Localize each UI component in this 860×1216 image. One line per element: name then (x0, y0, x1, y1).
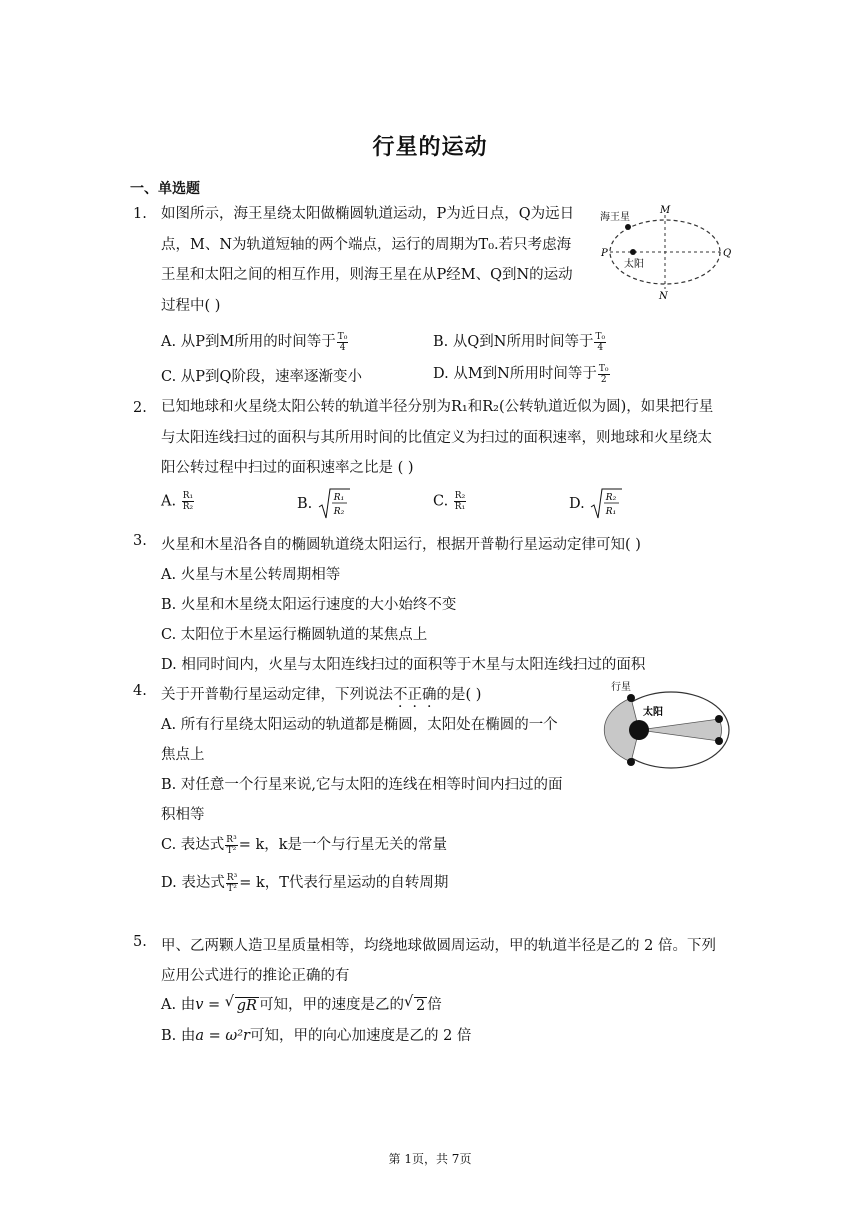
option-text: C. 表达式 (161, 837, 225, 853)
fraction (337, 332, 349, 353)
sqrt: √ gR (224, 993, 257, 1014)
denominator: 2 (600, 374, 607, 385)
planet-dot (627, 758, 635, 766)
fraction (226, 873, 238, 894)
q4-stem-text: 的是( ) (436, 687, 482, 703)
q1-option-b-text: B. 从Q到N所用时间等于 (433, 334, 594, 350)
numerator: T₀ (598, 363, 609, 374)
option-text: 倍 (427, 997, 442, 1013)
numerator: R³ (226, 834, 237, 845)
option-text: D. 表达式 (161, 875, 225, 891)
option-text: 可知，甲的向心加速度是乙的 2 倍 (249, 1028, 472, 1044)
neptune-dot (625, 224, 631, 230)
denominator: R₂ (182, 502, 194, 512)
option-text: 可知，甲的速度是乙的 (258, 997, 404, 1013)
sqrt-fraction (589, 487, 623, 521)
q5-option-a[interactable] (161, 993, 442, 1014)
page-title: 行星的运动 (372, 135, 488, 160)
q1-option-b[interactable] (433, 330, 607, 353)
q2-line: 与太阳连线扫过的面积与其所用时间的比值定义为扫过的面积速率，则地球和火星绕太 (161, 429, 712, 446)
q5-number: 5. (133, 934, 147, 950)
q3-option-c[interactable]: C. 太阳位于木星运行椭圆轨道的某焦点上 (161, 627, 428, 643)
formula: v = (195, 997, 225, 1013)
option-text: = k，k是一个与行星无关的常量 (238, 837, 448, 853)
emphasis-char: 正 (407, 687, 422, 703)
numerator: R₂ (454, 491, 466, 501)
q-label: Q (723, 248, 732, 259)
denominator: 4 (339, 342, 346, 353)
planet-dot (715, 737, 723, 745)
n-label: N (659, 291, 668, 301)
q2-number: 2. (133, 400, 147, 416)
q4-stem (161, 683, 481, 704)
q4-option-b[interactable]: B. 对任意一个行星来说,它与太阳的连线在相等时间内扫过的面 (161, 777, 563, 793)
q2-line: 阳公转过程中扫过的面积速率之比是 ( ) (161, 460, 414, 476)
q4-option-a-cont: 焦点上 (161, 747, 205, 763)
q2-option-b[interactable] (297, 487, 351, 521)
sqrt-fraction (317, 487, 351, 521)
numerator: R₁ (182, 491, 194, 501)
numerator: T₀ (595, 331, 606, 342)
swept-area-far (639, 719, 721, 741)
q2-option-a[interactable] (161, 491, 195, 512)
q1-option-c[interactable]: C. 从P到Q阶段，速率逐渐变小 (161, 369, 362, 385)
planet-label: 行星 (611, 682, 631, 693)
formula: a = ω²r (195, 1028, 250, 1044)
q4-option-a[interactable]: A. 所有行星绕太阳运动的轨道都是椭圆，太阳处在椭圆的一个 (161, 717, 558, 733)
q1-number: 1. (133, 206, 147, 222)
q1-stem (161, 199, 601, 321)
emphasis-char: 确 (422, 687, 437, 703)
section-heading: 一、单选题 (130, 181, 200, 197)
q4-option-d[interactable] (161, 871, 448, 894)
q4-option-c[interactable] (161, 833, 447, 856)
q3-option-b[interactable]: B. 火星和木星绕太阳运行速度的大小始终不变 (161, 597, 457, 613)
numerator: R³ (226, 872, 238, 883)
radical-icon (589, 487, 623, 521)
q2-option-d[interactable] (569, 487, 623, 521)
denominator: 4 (597, 342, 604, 353)
svg-text:R₂: R₂ (606, 493, 617, 503)
svg-text:R₁: R₁ (333, 493, 345, 503)
option-letter: A. (161, 493, 177, 510)
q4-stem-text: 关于开普勒行星运动定律，下列说法 (161, 687, 393, 703)
fraction (182, 491, 194, 512)
option-text: A. 由 (161, 997, 196, 1013)
fraction (454, 491, 466, 512)
numerator: T₀ (337, 331, 348, 342)
option-letter: D. (569, 496, 585, 512)
q2-option-c[interactable] (433, 491, 467, 512)
denominator: R₁ (454, 502, 466, 512)
fraction (598, 364, 610, 385)
denominator: T² (227, 883, 237, 894)
planet-dot (715, 715, 723, 723)
fraction (594, 332, 606, 353)
p-label: P (601, 248, 608, 259)
q1-line: 过程中( ) (161, 297, 221, 314)
q5-line: 甲、乙两颗人造卫星质量相等，均绕地球做圆周运动，甲的轨道半径是乙的 2 倍。下列 (161, 938, 716, 954)
sun-disc (629, 720, 649, 740)
emphasis-char: 不 (393, 687, 408, 703)
q1-option-d[interactable] (433, 362, 611, 385)
q3-option-a[interactable]: A. 火星与木星公转周期相等 (161, 567, 341, 583)
planet-dot (627, 694, 635, 702)
q1-option-d-text: D. 从M到N所用时间等于 (433, 366, 597, 382)
option-letter: B. (297, 496, 313, 512)
svg-text:R₁: R₁ (606, 507, 617, 517)
q4-number: 4. (133, 683, 147, 699)
q3-stem: 火星和木星沿各自的椭圆轨道绕太阳运行，根据开普勒行星运动定律可知( ) (161, 537, 641, 553)
sun-label: 太阳 (643, 707, 663, 718)
q1-orbit-figure (598, 203, 738, 301)
m-label: M (660, 205, 671, 216)
q3-option-d[interactable]: D. 相同时间内，火星与太阳连线扫过的面积等于木星与太阳连线扫过的面积 (161, 657, 646, 673)
option-letter: C. (433, 493, 449, 510)
denominator: T² (226, 845, 237, 856)
radicand: gR (236, 997, 257, 1014)
q4-option-b-cont: 积相等 (161, 807, 205, 823)
q1-option-a[interactable] (161, 330, 349, 353)
radicand: 2 (415, 997, 426, 1014)
q5-option-b[interactable] (161, 1024, 471, 1045)
sun-dot (630, 249, 636, 255)
option-text: = k，T代表行星运动的自转周期 (239, 875, 449, 891)
svg-text:R₂: R₂ (333, 507, 345, 517)
radical-icon (317, 487, 351, 521)
q4-orbit-figure (603, 678, 733, 774)
q1-line: 王星和太阳之间的相互作用，则海王星在从P经M、Q到N的运动 (161, 267, 573, 283)
neptune-label: 海王星 (600, 212, 630, 223)
option-text: B. 由 (161, 1028, 196, 1044)
fraction (225, 835, 237, 856)
sqrt: √ 2 (403, 993, 426, 1014)
page-footer: 第 1页，共 7页 (388, 1152, 472, 1166)
q5-line: 应用公式进行的推论正确的有 (161, 968, 350, 984)
q1-line: 如图所示，海王星绕太阳做椭圆轨道运动，P为近日点，Q为远日 (161, 206, 575, 222)
q2-line: 已知地球和火星绕太阳公转的轨道半径分别为R₁和R₂(公转轨道近似为圆)，如果把行星 (161, 399, 714, 415)
q1-line: 点，M、N为轨道短轴的两个端点，运行的周期为T₀.若只考虑海 (161, 236, 572, 253)
q3-number: 3. (133, 533, 147, 549)
q1-option-a-text: A. 从P到M所用的时间等于 (161, 334, 336, 350)
q2-stem (161, 392, 741, 484)
sun-label: 太阳 (624, 259, 644, 270)
